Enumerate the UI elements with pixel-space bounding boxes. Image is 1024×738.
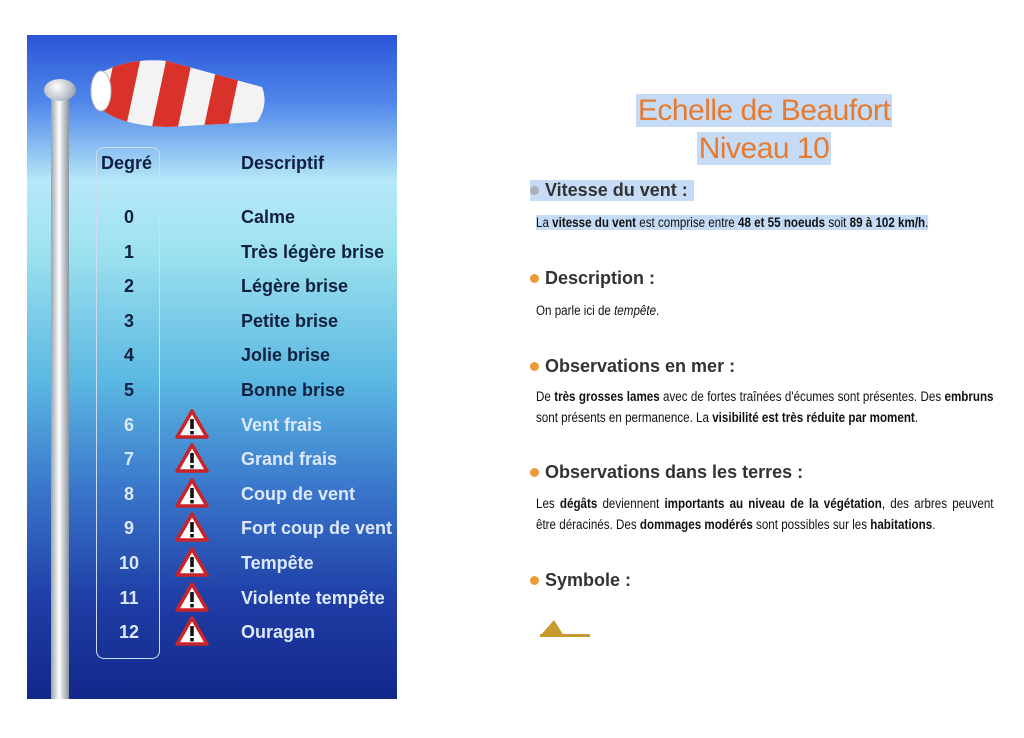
- pole-finial: [44, 79, 76, 101]
- degree-value: 0: [123, 207, 134, 227]
- section-heading-symbol: Symbole :: [530, 570, 631, 591]
- descriptif-value: Calme: [241, 207, 296, 227]
- descriptif-value: Jolie brise: [241, 345, 331, 366]
- section-heading-land: Observations dans les terres :: [530, 462, 803, 483]
- degree-value: 12: [118, 622, 140, 643]
- warning-triangle-icon: [175, 512, 209, 542]
- bullet-icon: [530, 186, 539, 195]
- beaufort-scale-image: [27, 35, 397, 699]
- descriptif-value: Vent frais: [241, 414, 323, 435]
- warning-triangle-icon: [175, 409, 209, 439]
- descriptif-value: Violente tempête: [241, 587, 385, 608]
- land-paragraph: Les dégâts deviennent importants au niveau de la végétation, des arbres peuvent être déracinés. Des dommages modérés sont possibles sur les habitations.: [536, 496, 994, 532]
- windsock-icon: [87, 47, 277, 127]
- flag-pole: [51, 95, 69, 699]
- warning-triangle-icon: [175, 478, 209, 508]
- warning-triangle-icon: [175, 443, 209, 473]
- degree-value: 1: [123, 241, 134, 262]
- speed-paragraph: La vitesse du vent est comprise entre 48 et 55 noeuds soit 89 à 102 km/h.: [536, 215, 929, 230]
- descriptif-value: Ouragan: [241, 622, 316, 643]
- title-line-1: Echelle de Beaufort: [637, 94, 891, 127]
- degree-value: 3: [123, 310, 134, 331]
- bullet-icon: [530, 468, 539, 477]
- description-paragraph: On parle ici de tempête.: [536, 303, 660, 318]
- descriptif-value: Fort coup de vent: [241, 518, 393, 539]
- bullet-icon: [530, 274, 539, 283]
- page-title: [520, 92, 1008, 168]
- degree-header: Degré: [101, 153, 153, 173]
- section-heading-sea: Observations en mer :: [530, 356, 735, 377]
- warning-triangle-icon: [175, 616, 209, 646]
- degree-value: 10: [118, 553, 140, 573]
- descriptif-value: Grand frais: [241, 449, 338, 470]
- descriptif-value: Bonne brise: [241, 380, 346, 400]
- descriptif-value: Très légère brise: [241, 241, 385, 262]
- bullet-icon: [530, 362, 539, 371]
- section-heading-description: Description :: [530, 268, 655, 289]
- section-heading-speed: Vitesse du vent :: [530, 180, 694, 201]
- title-line-2: Niveau 10: [698, 132, 830, 165]
- descriptif-value: Petite brise: [241, 310, 339, 331]
- degree-value: 9: [123, 518, 134, 539]
- degree-value: 7: [123, 449, 134, 470]
- degree-value: 11: [119, 587, 139, 608]
- warning-triangle-icon: [175, 582, 209, 612]
- degree-value: 6: [123, 414, 134, 435]
- warning-triangle-icon: [175, 547, 209, 577]
- descriptif-value: Coup de vent: [241, 483, 356, 504]
- degree-value: 2: [123, 276, 134, 297]
- descriptif-header: Descriptif: [241, 153, 325, 173]
- wind-symbol-icon: [538, 614, 594, 640]
- descriptif-value: Légère brise: [241, 276, 349, 297]
- bullet-icon: [530, 576, 539, 585]
- descriptif-value: Tempête: [241, 553, 314, 573]
- degree-value: 4: [123, 345, 134, 366]
- degree-value: 5: [123, 380, 134, 400]
- sea-paragraph: De très grosses lames avec de fortes traînées d'écumes sont présentes. Des embruns sont présents en permanence. La visibilité est très réduite par moment.: [536, 389, 994, 425]
- degree-value: 8: [123, 483, 134, 504]
